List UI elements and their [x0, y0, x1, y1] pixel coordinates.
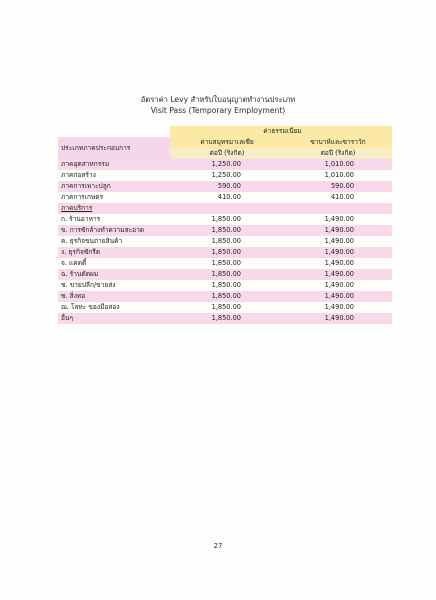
row-value-peninsular: 1,850.00 — [170, 214, 281, 225]
row-label: ข. การซักล้างทำความสะอาด — [58, 225, 170, 236]
row-value-sabah-sarawak: 1,490.00 — [281, 291, 392, 302]
table-row — [58, 181, 392, 192]
row-value-peninsular: 410.00 — [170, 192, 281, 203]
page-number: 27 — [213, 542, 223, 550]
row-label: ซ. สิ่งทอ — [58, 291, 170, 302]
row-value-sabah-sarawak: 1,010.00 — [281, 159, 392, 170]
table-row — [58, 269, 392, 280]
header-blank — [58, 126, 170, 137]
row-value-sabah-sarawak: 1,490.00 — [281, 236, 392, 247]
row-value-sabah-sarawak: 1,490.00 — [281, 313, 392, 324]
row-value-peninsular: 1,850.00 — [170, 225, 281, 236]
row-value-peninsular: 1,850.00 — [170, 313, 281, 324]
row-label: ง. ธุรกิจซักรีด — [58, 247, 170, 258]
row-value-sabah-sarawak: 1,490.00 — [281, 214, 392, 225]
row-value-sabah-sarawak: 1,010.00 — [281, 170, 392, 181]
row-label: ภาคการเพาะปลูก — [58, 181, 170, 192]
row-value-sabah-sarawak: 590.00 — [281, 181, 392, 192]
table-row — [58, 247, 392, 258]
row-value-sabah-sarawak: 1,490.00 — [281, 302, 392, 313]
row-value-peninsular: 1,850.00 — [170, 258, 281, 269]
row-value-peninsular: 1,850.00 — [170, 291, 281, 302]
row-value-peninsular: 1,850.00 — [170, 280, 281, 291]
table-row — [58, 214, 392, 225]
table-row — [58, 302, 392, 313]
table-row — [58, 159, 392, 170]
section-blank — [281, 203, 392, 214]
row-value-peninsular: 1,850.00 — [170, 269, 281, 280]
table-row — [58, 258, 392, 269]
row-value-sabah-sarawak: 1,490.00 — [281, 280, 392, 291]
row-label: ภาคก่อสร้าง — [58, 170, 170, 181]
row-label: ฉ. ร้านตัดผม — [58, 269, 170, 280]
row-value-sabah-sarawak: 1,490.00 — [281, 247, 392, 258]
table-row — [58, 313, 392, 324]
row-label: จ. แคดดี้ — [58, 258, 170, 269]
row-label: ค. ธุรกิจขนถ่ายสินค้า — [58, 236, 170, 247]
row-value-peninsular: 1,850.00 — [170, 236, 281, 247]
document-title: อัตราค่า Levy สำหรับใบอนุญาตทำงานประเภท — [140, 95, 296, 104]
table-row — [58, 225, 392, 236]
row-label: ภาคอุตสาหกรรม — [58, 159, 170, 170]
row-value-sabah-sarawak: 1,490.00 — [281, 269, 392, 280]
document-subtitle: Visit Pass (Temporary Employment) — [150, 106, 286, 115]
row-value-peninsular: 1,250.00 — [170, 159, 281, 170]
row-label: ฌ. โลหะ ของมือสอง — [58, 302, 170, 313]
table-row — [58, 236, 392, 247]
section-blank — [170, 203, 281, 214]
header-col1-line2: ต่อปี (ริงกิต) — [170, 148, 281, 159]
section-label: ภาคบริการ — [58, 203, 170, 214]
table-row — [58, 192, 392, 203]
row-value-peninsular: 590.00 — [170, 181, 281, 192]
levy-table — [58, 126, 392, 324]
row-label: อื่นๆ — [58, 313, 170, 324]
row-value-peninsular: 1,850.00 — [170, 247, 281, 258]
section-row — [58, 203, 392, 214]
header-col2-line1: ซาบาห์และซาราวัก — [281, 137, 392, 148]
header-sector: ประเภทภาคประกอบการ — [58, 137, 170, 159]
row-label: ก. ร้านอาหาร — [58, 214, 170, 225]
row-value-peninsular: 1,250.00 — [170, 170, 281, 181]
row-label: ช. ขายปลีก/ขายส่ง — [58, 280, 170, 291]
header-col2-line2: ต่อปี (ริงกิต) — [281, 148, 392, 159]
header-col1-line1: คาบสมุทรมาเลเซีย — [170, 137, 281, 148]
row-value-sabah-sarawak: 1,490.00 — [281, 258, 392, 269]
table-row — [58, 280, 392, 291]
row-value-sabah-sarawak: 410.00 — [281, 192, 392, 203]
row-value-sabah-sarawak: 1,490.00 — [281, 225, 392, 236]
row-label: ภาคการเกษตร — [58, 192, 170, 203]
header-fee: ค่าธรรมเนียม — [170, 126, 392, 137]
table-row — [58, 291, 392, 302]
table-row — [58, 170, 392, 181]
row-value-peninsular: 1,850.00 — [170, 302, 281, 313]
